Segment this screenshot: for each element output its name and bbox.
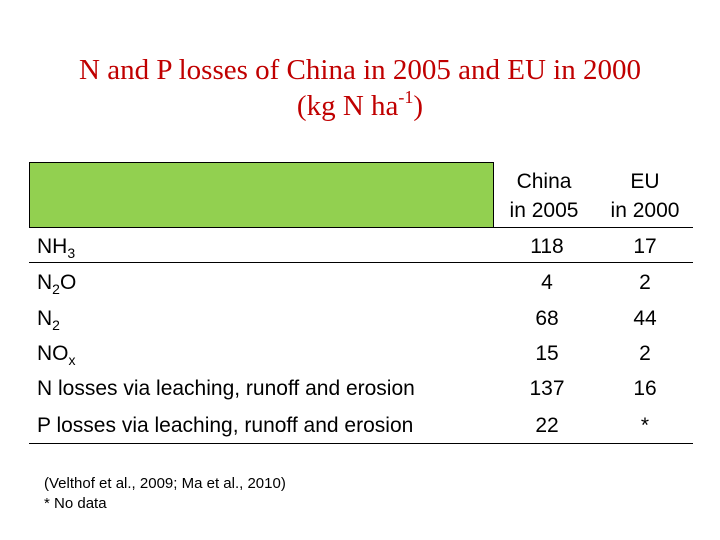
cell-n2-eu: 44 — [633, 307, 657, 330]
title-unit-exponent: -1 — [398, 87, 414, 107]
cell-nh3-china: 118 — [530, 235, 564, 258]
source-citation: (Velthof et al., 2009; Ma et al., 2010) — [44, 475, 286, 492]
header-eu-line2: in 2000 — [610, 199, 680, 222]
header-eu-line1: EU — [630, 170, 660, 193]
cell-n2-china: 68 — [535, 307, 559, 330]
footnotes — [44, 474, 286, 514]
header-china — [496, 167, 592, 225]
header-china-line1: China — [516, 170, 572, 193]
title-unit-close: ) — [413, 90, 424, 122]
row-label-n2: $N_2$ — [37, 307, 60, 333]
row-label-nh3: $NH_3$ — [37, 235, 76, 261]
slide-title — [0, 52, 720, 124]
row-divider — [29, 262, 693, 263]
row-divider — [29, 443, 693, 444]
losses-table — [29, 162, 693, 444]
title-line-1: N and P losses of China in 2005 and EU in 2000 — [79, 54, 641, 86]
row-label-n-losses: N losses via leaching, runoff and erosion — [37, 377, 415, 400]
no-data-note: * No data — [44, 495, 107, 512]
cell-nh3-eu: 17 — [633, 235, 657, 258]
cell-p-losses-eu: * — [640, 414, 650, 437]
cell-n-losses-china: 137 — [529, 377, 565, 400]
cell-n2o-china: 4 — [541, 271, 553, 294]
row-label-nox: $NO_x$ — [37, 342, 76, 368]
title-line-2 — [0, 88, 720, 124]
cell-n2o-eu: 2 — [639, 271, 651, 294]
row-label-p-losses: P losses via leaching, runoff and erosion — [37, 414, 414, 437]
header-china-line2: in 2005 — [509, 199, 579, 222]
header-eu — [597, 167, 693, 225]
cell-nox-china: 15 — [535, 342, 559, 365]
header-green-cell — [29, 162, 494, 228]
cell-nox-eu: 2 — [639, 342, 651, 365]
row-label-n2o: $N_2O$ — [37, 271, 77, 297]
row-divider — [29, 227, 693, 228]
cell-p-losses-china: 22 — [535, 414, 559, 437]
cell-n-losses-eu: 16 — [633, 377, 657, 400]
title-unit: (kg N ha — [296, 90, 399, 122]
